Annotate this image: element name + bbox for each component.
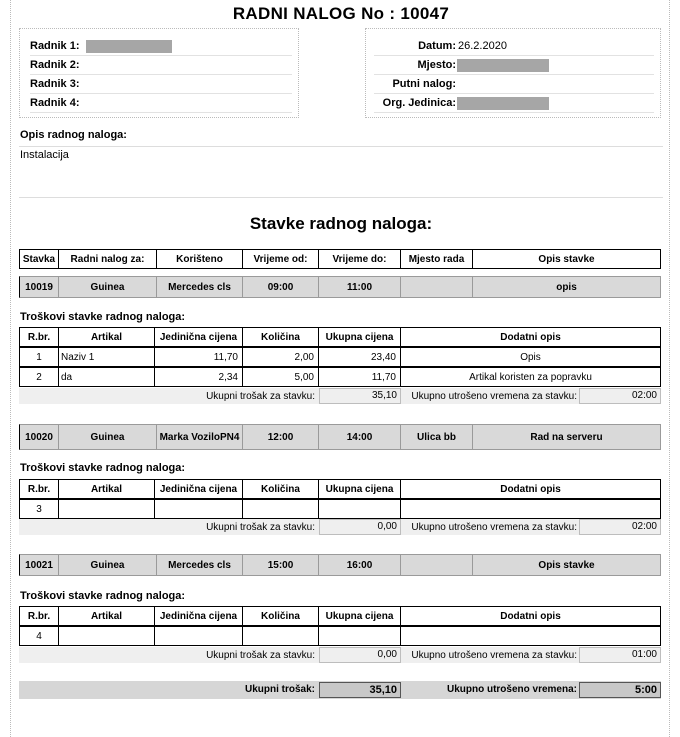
item-from: 15:00 — [243, 554, 319, 576]
item-desc: opis — [473, 276, 661, 298]
cost-total — [319, 499, 401, 519]
cost-header-cell: Jedinična cijena — [155, 327, 243, 347]
header-cell: Stavka — [19, 249, 59, 269]
cost-header-cell: R.br. — [19, 479, 59, 499]
item-to: 14:00 — [319, 424, 401, 450]
cost-unit-price — [155, 499, 243, 519]
cost-header-cell: Artikal — [59, 327, 155, 347]
worker-label: Radnik 1: — [30, 40, 80, 52]
place-label: Mjesto: — [417, 59, 456, 71]
cost-unit-price: 2,34 — [155, 367, 243, 387]
cost-total: 23,40 — [319, 347, 401, 367]
page-title: RADNI NALOG No : 10047 — [232, 4, 450, 23]
cost-header-cell: R.br. — [19, 606, 59, 626]
cost-unit-price — [155, 626, 243, 646]
sum-cost-label: Ukupni trošak za stavku: — [206, 650, 315, 661]
travel-order-label: Putni nalog: — [392, 78, 456, 90]
header-cell: Vrijeme do: — [319, 249, 401, 269]
date-label: Datum: — [418, 40, 456, 52]
item-for: Guinea — [59, 424, 157, 450]
info-row-travel — [374, 75, 654, 94]
cost-header-cell: Jedinična cijena — [155, 479, 243, 499]
redacted-value — [457, 97, 549, 110]
item-row — [19, 424, 661, 450]
cost-header-cell: Dodatni opis — [401, 327, 661, 347]
info-row-unit — [374, 94, 654, 113]
cost-unit-price: 11,70 — [155, 347, 243, 367]
item-row — [19, 554, 661, 576]
item-for: Guinea — [59, 554, 157, 576]
redacted-value — [457, 59, 549, 72]
worker-row-3 — [30, 75, 292, 94]
item-from: 12:00 — [243, 424, 319, 450]
cost-header-cell: Količina — [243, 327, 319, 347]
sum-cost-value: 35,10 — [319, 388, 401, 404]
cost-header-cell: Količina — [243, 606, 319, 626]
cost-rbr: 1 — [19, 347, 59, 367]
cost-header-cell: Ukupna cijena — [319, 327, 401, 347]
cost-header-cell: Ukupna cijena — [319, 479, 401, 499]
cost-article — [59, 499, 155, 519]
document-page — [10, 0, 670, 737]
cost-quantity — [243, 499, 319, 519]
order-info-box — [365, 28, 661, 118]
cost-header-cell: Ukupna cijena — [319, 606, 401, 626]
cost-header-cell: Artikal — [59, 606, 155, 626]
item-for: Guinea — [59, 276, 157, 298]
costs-header-row — [19, 327, 661, 347]
description-value: Instalacija — [20, 149, 69, 161]
info-row-date — [374, 37, 654, 56]
date-value: 26.2.2020 — [458, 40, 507, 52]
item-from: 09:00 — [243, 276, 319, 298]
sum-time-label: Ukupno utrošeno vremena za stavku: — [411, 650, 577, 661]
item-place — [401, 554, 473, 576]
sum-time-value: 01:00 — [579, 647, 661, 663]
cost-rbr: 2 — [19, 367, 59, 387]
org-unit-label: Org. Jedinica: — [382, 97, 456, 109]
cost-header-cell: R.br. — [19, 327, 59, 347]
cost-rbr: 3 — [19, 499, 59, 519]
cost-header-cell: Dodatni opis — [401, 479, 661, 499]
costs-label: Troškovi stavke radnog naloga: — [20, 590, 186, 602]
costs-label: Troškovi stavke radnog naloga: — [20, 311, 186, 323]
total-time-value: 5:00 — [579, 682, 661, 698]
sum-cost-value: 0,00 — [319, 647, 401, 663]
item-row — [19, 276, 661, 298]
sum-time-value: 02:00 — [579, 519, 661, 535]
cost-extra: Opis — [401, 347, 661, 367]
cost-article: da — [59, 367, 155, 387]
item-id: 10019 — [19, 276, 59, 298]
worker-label: Radnik 3: — [30, 78, 80, 90]
item-used: Mercedes cls — [157, 554, 243, 576]
cost-article — [59, 626, 155, 646]
worker-row-1 — [30, 37, 292, 56]
cost-extra — [401, 626, 661, 646]
cost-total — [319, 626, 401, 646]
item-to: 16:00 — [319, 554, 401, 576]
item-id: 10021 — [19, 554, 59, 576]
item-place: Ulica bb — [401, 424, 473, 450]
item-desc: Rad na serveru — [473, 424, 661, 450]
redacted-value — [86, 40, 172, 53]
item-used: Mercedes cls — [157, 276, 243, 298]
total-cost-label: Ukupni trošak: — [244, 684, 315, 695]
cost-row — [19, 626, 661, 646]
sum-time-value: 02:00 — [579, 388, 661, 404]
cost-article: Naziv 1 — [59, 347, 155, 367]
cost-rbr: 4 — [19, 626, 59, 646]
cost-extra — [401, 499, 661, 519]
header-cell: Korišteno — [157, 249, 243, 269]
cost-header-cell: Artikal — [59, 479, 155, 499]
cost-quantity: 2,00 — [243, 347, 319, 367]
description-box — [19, 146, 663, 198]
items-header-row — [19, 249, 661, 269]
item-desc: Opis stavke — [473, 554, 661, 576]
cost-quantity — [243, 626, 319, 646]
cost-header-cell: Dodatni opis — [401, 606, 661, 626]
sum-cost-value: 0,00 — [319, 519, 401, 535]
items-title: Stavke radnog naloga: — [249, 214, 433, 233]
cost-total: 11,70 — [319, 367, 401, 387]
info-row-place — [374, 56, 654, 75]
item-to: 11:00 — [319, 276, 401, 298]
item-used: Marka VoziloPN4 — [157, 424, 243, 450]
sum-time-label: Ukupno utrošeno vremena za stavku: — [411, 391, 577, 402]
total-cost-value: 35,10 — [319, 682, 401, 698]
description-label: Opis radnog naloga: — [20, 129, 127, 141]
sum-time-label: Ukupno utrošeno vremena za stavku: — [411, 522, 577, 533]
header-cell: Radni nalog za: — [59, 249, 157, 269]
cost-quantity: 5,00 — [243, 367, 319, 387]
total-time-label: Ukupno utrošeno vremena: — [446, 684, 577, 695]
item-id: 10020 — [19, 424, 59, 450]
workers-box — [19, 28, 299, 118]
header-cell: Vrijeme od: — [243, 249, 319, 269]
worker-row-4 — [30, 94, 292, 113]
worker-label: Radnik 4: — [30, 97, 80, 109]
cost-header-cell: Količina — [243, 479, 319, 499]
worker-label: Radnik 2: — [30, 59, 80, 71]
worker-row-2 — [30, 56, 292, 75]
cost-row — [19, 347, 661, 367]
costs-header-row — [19, 606, 661, 626]
costs-label: Troškovi stavke radnog naloga: — [20, 462, 186, 474]
header-cell: Opis stavke — [473, 249, 661, 269]
header-cell: Mjesto rada — [401, 249, 473, 269]
costs-header-row — [19, 479, 661, 499]
cost-extra: Artikal koristen za popravku — [401, 367, 661, 387]
sum-cost-label: Ukupni trošak za stavku: — [206, 522, 315, 533]
cost-row — [19, 367, 661, 387]
item-place — [401, 276, 473, 298]
cost-row — [19, 499, 661, 519]
cost-header-cell: Jedinična cijena — [155, 606, 243, 626]
sum-cost-label: Ukupni trošak za stavku: — [206, 391, 315, 402]
